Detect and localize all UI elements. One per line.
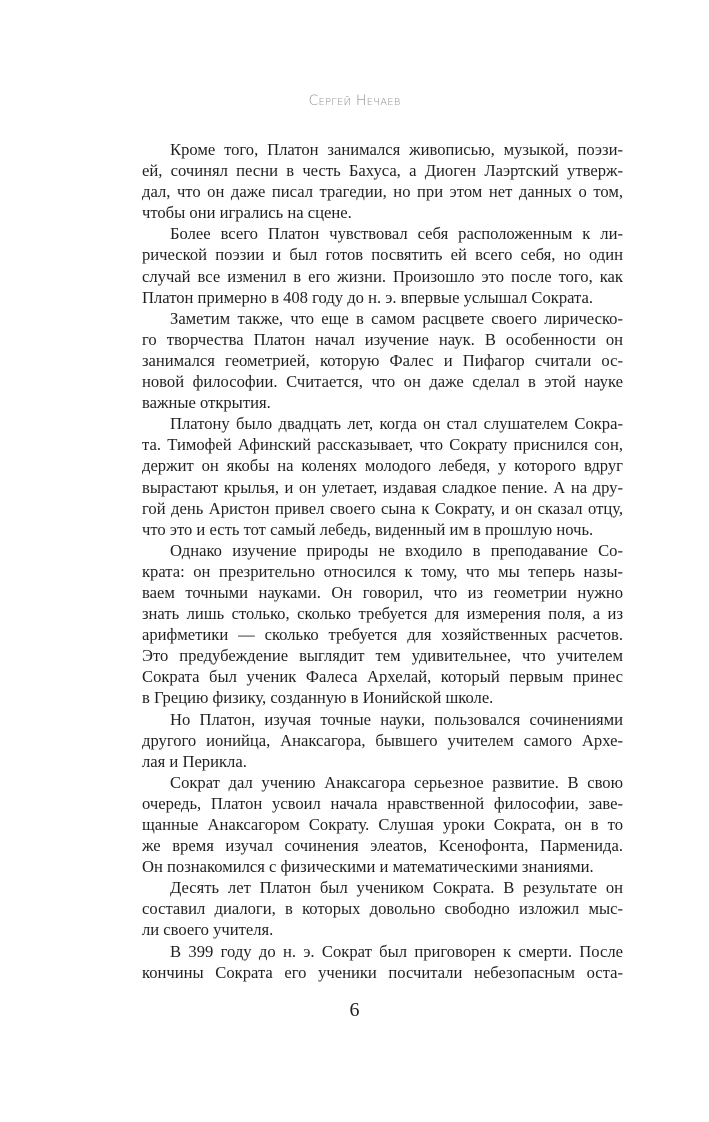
text-line: В 399 году до н. э. Сократ был приговорен к смерти. После: [170, 941, 623, 961]
text-line: Это предубеждение выглядит тем удивительнее, что учителем: [142, 646, 623, 666]
text-line: очередь, Платон усвоил начала нравственной философии, заве-: [142, 793, 623, 813]
text-line: лая и Перикла.: [142, 751, 247, 771]
text-line: ли своего учителя.: [142, 920, 274, 940]
text-line: го творчества Платон начал изучение наук. В особенности он: [142, 329, 623, 349]
text-line: знать лишь столько, сколько требуется для измерения поля, а из: [142, 604, 623, 624]
text-line: Более всего Платон чувствовал себя расположенным к ли-: [170, 224, 623, 244]
text-line: Он познакомился с физическими и математическими знаниями.: [142, 857, 594, 877]
text-line: Но Платон, изучая точные науки, пользовался сочинениями: [170, 709, 623, 729]
text-line: Десять лет Платон был учеником Сократа. В результате он: [170, 878, 623, 898]
text-line: Однако изучение природы не входило в преподавание Со-: [170, 540, 623, 560]
running-head-author: Сергей Нечаев: [308, 93, 401, 109]
body-text: [142, 139, 623, 983]
text-line: новой философии. Считается, что он даже сделал в этой науке: [142, 372, 623, 392]
text-line: Платон примерно в 408 году до н. э. впервые услышал Сократа.: [142, 287, 594, 307]
text-line: Заметим также, что еще в самом расцвете своего лирическо-: [170, 308, 623, 328]
text-line: же время изучал сочинения элеатов, Ксенофонта, Парменида.: [142, 836, 623, 856]
text-line: ей, сочинял песни в честь Бахуса, а Диоген Лаэртский утверж-: [142, 161, 623, 181]
text-line: вырастают крылья, и он улетает, издавая сладкое пение. А на дру-: [142, 477, 623, 497]
text-line: гой день Аристон привел своего сына к Сократу, и он сказал отцу,: [142, 498, 623, 518]
text-line: Сократ дал учению Анаксагора серьезное развитие. В свою: [170, 772, 623, 792]
text-line: занимался геометрией, которую Фалес и Пифагор считали ос-: [142, 350, 623, 370]
text-line: составил диалоги, в которых довольно свободно изложил мыс-: [142, 899, 623, 919]
text-line: важные открытия.: [142, 393, 271, 413]
text-line: ваем точными науками. Он говорил, что из геометрии нужно: [142, 582, 623, 602]
text-line: кончины Сократа его ученики посчитали небезопасным оста-: [142, 962, 623, 982]
text-line: рической поэзии и был готов посвятить ей всего себя, но один: [142, 245, 623, 265]
text-line: арифметики — сколько требуется для хозяйственных расчетов.: [142, 625, 623, 645]
text-line: держит он якобы на коленях молодого лебедя, у которого вдруг: [142, 456, 623, 476]
text-line: Кроме того, Платон занимался живописью, музыкой, поэзи-: [170, 140, 623, 159]
text-line: дал, что он даже писал трагедии, но при этом нет данных о том,: [142, 182, 623, 202]
text-line: другого ионийца, Анаксагора, бывшего учителем самого Архе-: [142, 730, 623, 750]
text-line: Платону было двадцать лет, когда он стал слушателем Сокра-: [170, 414, 623, 434]
text-line: Сократа был ученик Фалеса Архелай, который первым принес: [142, 667, 623, 687]
text-line: та. Тимофей Афинский рассказывает, что Сократу приснился сон,: [142, 435, 623, 455]
text-line: чтобы они игрались на сцене.: [142, 203, 352, 223]
text-line: что это и есть тот самый лебедь, виденный им в прошлую ночь.: [142, 519, 594, 539]
page-number: 6: [349, 999, 360, 1021]
text-line: крата: он презрительно относился к тому, что мы теперь назы-: [142, 561, 623, 581]
text-line: в Грецию физику, созданную в Ионийской школе.: [142, 688, 494, 708]
text-line: щанные Анаксагором Сократу. Слушая уроки Сократа, он в то: [142, 815, 623, 834]
text-line: случай все изменил в его жизни. Произошло это после того, как: [142, 266, 623, 286]
